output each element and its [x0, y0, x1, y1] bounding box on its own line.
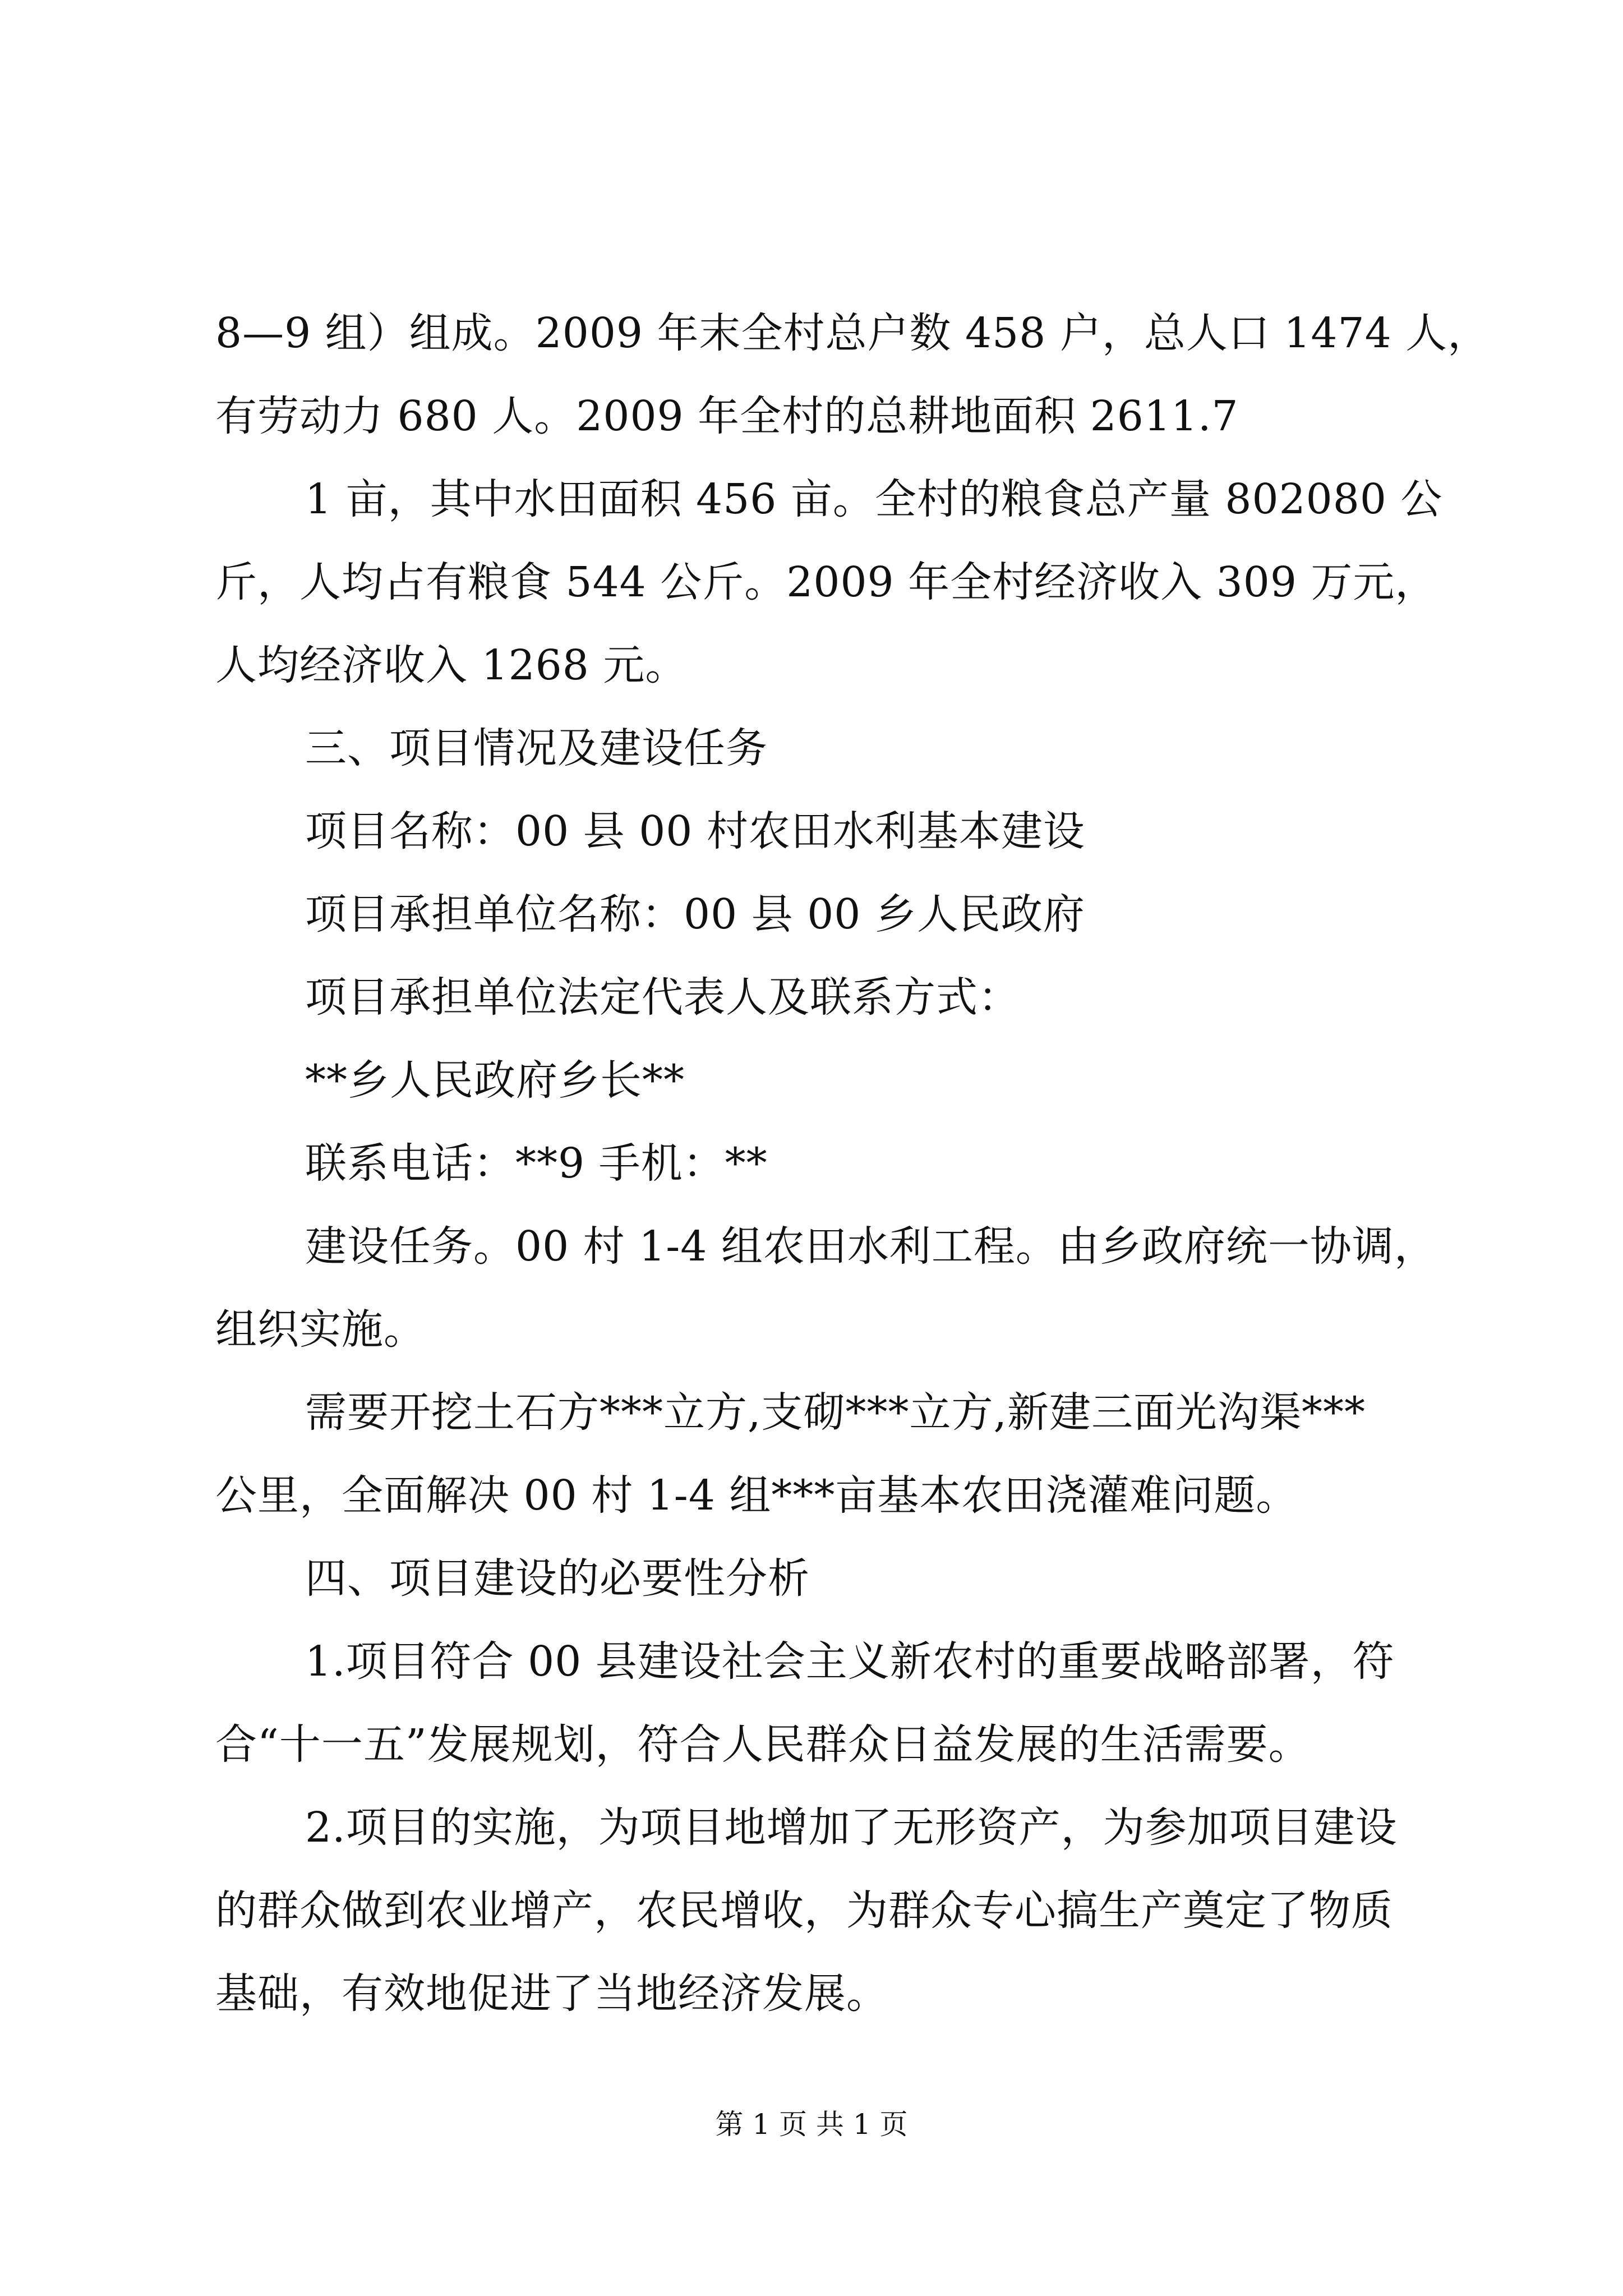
text-line: 合“十一五”发展规划，符合人民群众日益发展的生活需要。 — [215, 1720, 1311, 1769]
text-line: 基础，有效地促进了当地经济发展。 — [215, 1970, 888, 2018]
text-line: 组织实施。 — [215, 1305, 426, 1354]
section-heading: 三、项目情况及建设任务 — [305, 724, 768, 772]
text-line: 有劳动力 680 人。2009 年全村的总耕地面积 2611.7 — [215, 392, 1239, 440]
text-line: 建设任务。00 村 1-4 组农田水利工程。由乡政府统一协调， — [305, 1222, 1436, 1271]
text-line: 的群众做到农业增产，农民增收，为群众专心搞生产奠定了物质 — [215, 1887, 1393, 1935]
section-heading: 四、项目建设的必要性分析 — [305, 1554, 810, 1603]
text-line: 斤，人均占有粮食 544 公斤。2009 年全村经济收入 309 万元， — [215, 558, 1437, 606]
text-line: 8—9 组）组成。2009 年末全村总户数 458 户，总人口 1474 人， — [215, 309, 1490, 357]
text-line: 项目承担单位名称：00 县 00 乡人民政府 — [305, 890, 1085, 938]
text-line: 人均经济收入 1268 元。 — [215, 641, 688, 689]
document-body — [215, 292, 1490, 2035]
text-line: 需要开挖土石方***立方,支砌***立方,新建三面光沟渠*** — [305, 1388, 1366, 1437]
text-line: 公里，全面解决 00 村 1-4 组***亩基本农田浇灌难问题。 — [215, 1471, 1298, 1520]
text-line: 1.项目符合 00 县建设社会主义新农村的重要战略部署，符 — [305, 1637, 1395, 1686]
page-number-footer: 第 1 页 共 1 页 — [715, 2108, 908, 2141]
text-line: 项目承担单位法定代表人及联系方式： — [305, 973, 1020, 1022]
text-line: 2.项目的实施，为项目地增加了无形资产，为参加项目建设 — [305, 1803, 1398, 1852]
text-line: 联系电话：**9 手机：** — [305, 1139, 768, 1188]
text-line: **乡人民政府乡长** — [305, 1056, 685, 1105]
text-line: 1 亩，其中水田面积 456 亩。全村的粮食总产量 802080 公 — [305, 475, 1443, 523]
text-line: 项目名称：00 县 00 村农田水利基本建设 — [305, 807, 1085, 855]
